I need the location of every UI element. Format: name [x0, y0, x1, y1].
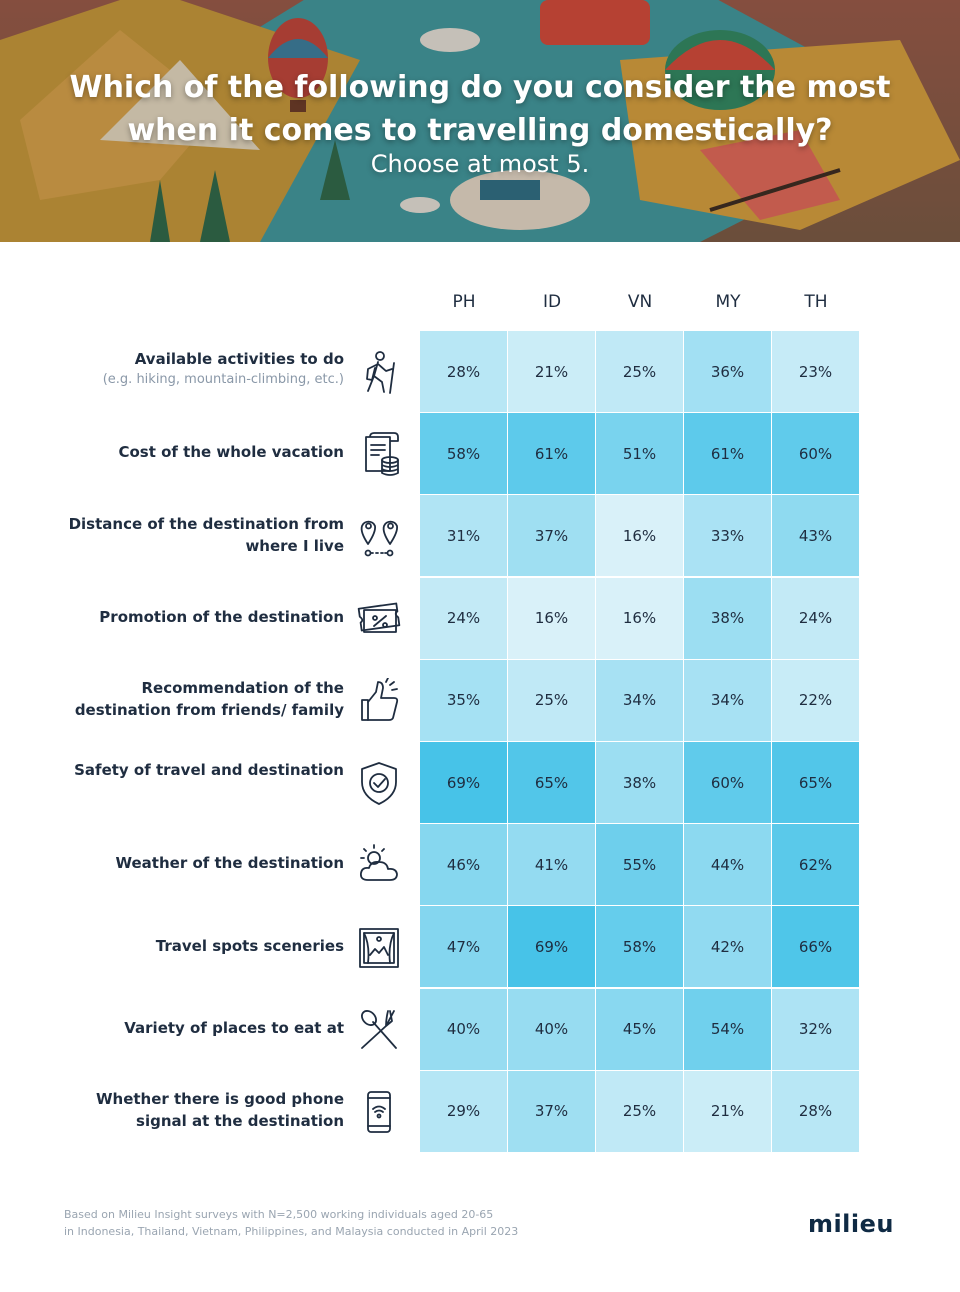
row-label — [60, 935, 344, 957]
heatmap-cell — [596, 989, 683, 1070]
heatmap-cell — [596, 906, 683, 987]
cell-value: 29% — [446, 1102, 481, 1121]
heatmap-cell — [420, 1071, 507, 1152]
heatmap-cell — [772, 742, 859, 823]
row-label-text: Variety of places to eat at — [124, 1018, 344, 1037]
title-line-1: Which of the following do you consider the most — [69, 70, 891, 105]
cell-value: 37% — [534, 1102, 569, 1121]
heatmap-cell — [420, 413, 507, 494]
cell-value: 35% — [446, 691, 481, 710]
footnote-line-2: in Indonesia, Thailand, Vietnam, Philippines, and Malaysia conducted in April 2023 — [64, 1225, 519, 1238]
cell-value: 36% — [710, 362, 745, 381]
hiker-icon — [356, 349, 402, 395]
footnote-line-1: Based on Milieu Insight surveys with N=2,500 working individuals aged 20-65 — [64, 1208, 494, 1221]
cell-value: 34% — [710, 691, 745, 710]
cell-value: 22% — [798, 691, 833, 710]
discount-ticket-icon — [356, 596, 402, 642]
milieu-logo: milieu — [807, 1210, 894, 1238]
cell-value: 32% — [798, 1020, 833, 1039]
row-label — [60, 441, 344, 463]
heatmap-cell — [772, 660, 859, 741]
cell-value: 38% — [710, 609, 745, 628]
cell-value: 41% — [534, 855, 569, 874]
row-label-text: Available activities to do — [134, 350, 344, 369]
thumbs-up-icon — [356, 678, 402, 724]
heatmap-cell — [420, 660, 507, 741]
row-label — [60, 677, 344, 721]
cell-value: 23% — [798, 362, 833, 381]
shield-check-icon — [356, 760, 402, 806]
cell-value: 21% — [710, 1102, 745, 1121]
page-subtitle: Choose at most 5. — [370, 150, 590, 178]
heatmap-cell — [684, 989, 771, 1070]
heatmap-cell — [596, 824, 683, 905]
bill-coins-icon — [356, 431, 402, 477]
cell-value: 69% — [534, 937, 569, 956]
heatmap-cell — [420, 578, 507, 659]
cell-value: 28% — [798, 1102, 833, 1121]
row-label — [60, 1088, 344, 1132]
cell-value: 25% — [534, 691, 569, 710]
heatmap-cell — [772, 495, 859, 576]
source-footnote — [64, 1206, 518, 1240]
heatmap-cell — [420, 824, 507, 905]
cell-value: 42% — [710, 937, 745, 956]
heatmap-cell — [772, 906, 859, 987]
heatmap-cell — [508, 413, 595, 494]
heatmap-cell — [508, 906, 595, 987]
cell-value: 61% — [710, 444, 745, 463]
heatmap-cell — [684, 1071, 771, 1152]
row-label-text: Cost of the whole vacation — [118, 443, 344, 462]
heatmap-cell — [508, 1071, 595, 1152]
cell-value: 58% — [446, 444, 481, 463]
cell-value: 51% — [622, 444, 657, 463]
row-label-text: Weather of the destination — [115, 854, 344, 873]
title-line-2: when it comes to travelling domestically? — [127, 113, 833, 148]
cell-value: 65% — [798, 773, 833, 792]
cell-value: 54% — [710, 1020, 745, 1039]
heatmap-cell — [596, 742, 683, 823]
column-header-th: TH — [804, 292, 828, 312]
heatmap-cell — [420, 742, 507, 823]
heatmap-cell — [684, 578, 771, 659]
row-label — [60, 606, 344, 628]
heatmap-cell — [772, 1071, 859, 1152]
heatmap-cell — [772, 824, 859, 905]
heatmap-cell — [772, 413, 859, 494]
row-label-text: Recommendation of the destination from friends/ family — [74, 678, 344, 719]
heatmap-cell — [508, 989, 595, 1070]
heatmap-cell — [772, 331, 859, 412]
heatmap-cell — [596, 331, 683, 412]
cell-value: 58% — [622, 937, 657, 956]
cell-value: 47% — [446, 937, 481, 956]
row-label-text: Promotion of the destination — [99, 607, 344, 626]
heatmap-cell — [684, 660, 771, 741]
heatmap-cell — [596, 1071, 683, 1152]
cell-value: 45% — [622, 1020, 657, 1039]
row-label-text: Travel spots sceneries — [155, 936, 344, 955]
cell-value: 60% — [798, 444, 833, 463]
column-header-ph: PH — [452, 292, 476, 312]
heatmap-cell — [772, 578, 859, 659]
heatmap-cell — [420, 331, 507, 412]
cell-value: 40% — [534, 1020, 569, 1039]
heatmap-cell — [684, 824, 771, 905]
row-label-text: Safety of travel and destination — [74, 761, 344, 780]
cell-value: 21% — [534, 362, 569, 381]
cell-value: 16% — [622, 609, 657, 628]
heatmap-cell — [596, 413, 683, 494]
cell-value: 66% — [798, 937, 833, 956]
heatmap-cell — [596, 495, 683, 576]
row-sublabel-text: (e.g. hiking, mountain-climbing, etc.) — [102, 372, 344, 388]
heatmap-cell — [596, 578, 683, 659]
row-label — [60, 759, 344, 781]
cell-value: 65% — [534, 773, 569, 792]
cell-value: 55% — [622, 855, 657, 874]
cell-value: 69% — [446, 773, 481, 792]
heatmap-cell — [684, 742, 771, 823]
cell-value: 34% — [622, 691, 657, 710]
heatmap-cell — [684, 906, 771, 987]
row-label — [60, 1017, 344, 1039]
header-banner — [0, 0, 960, 242]
cell-value: 16% — [534, 609, 569, 628]
cell-value: 25% — [622, 1102, 657, 1121]
heatmap-cell — [508, 578, 595, 659]
cell-value: 25% — [622, 362, 657, 381]
heatmap-cell — [772, 989, 859, 1070]
heatmap-cell — [508, 331, 595, 412]
column-header-id: ID — [542, 292, 562, 312]
heatmap-cell — [684, 331, 771, 412]
cell-value: 60% — [710, 773, 745, 792]
cell-value: 24% — [798, 609, 833, 628]
cell-value: 24% — [446, 609, 481, 628]
row-label-text: Distance of the destination from where I live — [68, 514, 344, 555]
cell-value: 16% — [622, 526, 657, 545]
cell-value: 62% — [798, 855, 833, 874]
cell-value: 61% — [534, 444, 569, 463]
cell-value: 40% — [446, 1020, 481, 1039]
heatmap-cell — [420, 495, 507, 576]
heatmap-cell — [508, 824, 595, 905]
heatmap-cell — [508, 742, 595, 823]
map-pins-icon — [356, 514, 402, 560]
page-title — [0, 66, 960, 152]
row-label — [60, 852, 344, 874]
column-header-my: MY — [715, 292, 741, 312]
heatmap-cell — [420, 989, 507, 1070]
fork-spoon-icon — [356, 1007, 402, 1053]
sun-cloud-icon — [356, 842, 402, 888]
cell-value: 37% — [534, 526, 569, 545]
heatmap-cell — [596, 660, 683, 741]
cell-value: 33% — [710, 526, 745, 545]
cell-value: 44% — [710, 855, 745, 874]
cell-value: 28% — [446, 362, 481, 381]
heatmap-cell — [508, 660, 595, 741]
cell-value: 46% — [446, 855, 481, 874]
column-header-vn: VN — [627, 292, 653, 312]
row-label — [60, 513, 344, 557]
row-label — [60, 348, 344, 390]
heatmap-cell — [684, 495, 771, 576]
cell-value: 38% — [622, 773, 657, 792]
phone-wifi-icon — [356, 1089, 402, 1135]
heatmap-cell — [684, 413, 771, 494]
row-label-text: Whether there is good phone signal at the destination — [95, 1089, 344, 1130]
scenery-frame-icon — [356, 925, 402, 971]
heatmap-cell — [420, 906, 507, 987]
heatmap-cell — [508, 495, 595, 576]
cell-value: 31% — [446, 526, 481, 545]
cell-value: 43% — [798, 526, 833, 545]
